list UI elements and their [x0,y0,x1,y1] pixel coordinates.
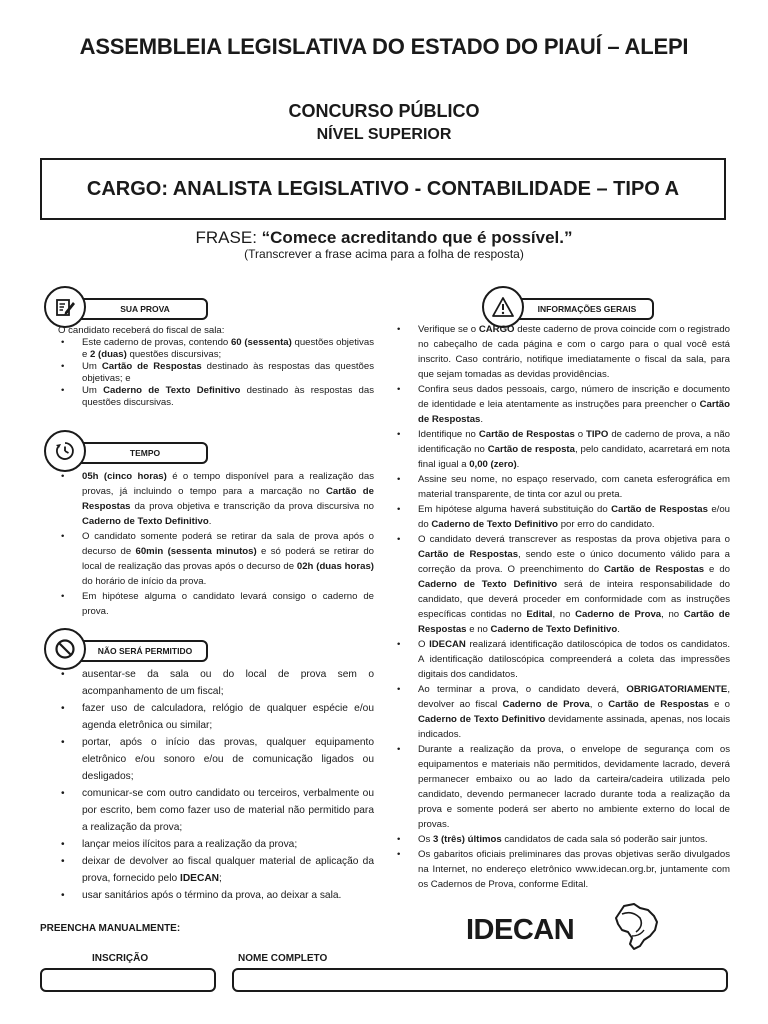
inscricao-field[interactable] [40,968,216,992]
fill-manually-label: PREENCHA MANUALMENTE: [40,923,181,934]
list-item: • 05h (cinco horas) é o tempo disponível para a realização das provas, já incluindo o tempo para a marcação no Cartão de Respostas da prova objetiva e transcrição da prova discursiva no Caderno de Texto Definitivo. [58,469,374,529]
list-item: • lançar meios ilícitos para a realização da prova; [58,836,374,853]
idecan-logo-text: IDECAN [466,914,575,946]
edit-document-icon [44,286,86,328]
section-title-nao-permitido: NÃO SERÁ PERMITIDO [72,640,208,662]
list-item: • portar, após o início das provas, qualquer equipamento eletrônico e/ou sonoro e/ou de comunicação ligados ou desligados; [58,734,374,785]
list-item: • Identifique no Cartão de Respostas o TIPO de caderno de prova, a não identificação no Cartão de resposta, pelo candidato, acarretará em nota final igual a 0,00 (zero). [394,427,730,472]
exam-title: CONCURSO PÚBLICO [288,101,480,121]
list-item: • Verifique se o CARGO deste caderno de prova coincide com o registrado no cabeçalho de cada página e com o cargo para o qual você está inscrito. Caso contrário, notifique imediatamente o fiscal da sala, para que sejam tomadas as devidas providências. [394,322,730,382]
list-item: • Um Cartão de Respostas destinado às respostas das questões objetivas; e [58,361,374,385]
list-item: • fazer uso de calculadora, relógio de qualquer espécie e/ou agenda eletrônica ou similar; [58,700,374,734]
sua-prova-intro: O candidato receberá do fiscal de sala: [58,325,225,336]
cargo-box [40,158,726,220]
clock-icon [44,430,86,472]
list-item: • Em hipótese alguma o candidato levará consigo o caderno de prova. [58,589,374,619]
list-item: • Confira seus dados pessoais, cargo, número de inscrição e documento de identidade e leia atentamente as instruções para preencher o Cartão de Respostas. [394,382,730,427]
exam-level: NÍVEL SUPERIOR [316,126,452,143]
section-title-informacoes-gerais: INFORMAÇÕES GERAIS [510,298,654,320]
list-item: • Um Caderno de Texto Definitivo destinado às respostas das questões discursivas. [58,385,374,409]
brazil-map-logo-icon [610,900,662,957]
phrase-text: “Comece acreditando que é possível.” [261,228,573,247]
inscricao-label: INSCRIÇÃO [92,953,149,964]
list-item: • usar sanitários após o término da prova, ao deixar a sala. [58,887,374,904]
list-item: • Os 3 (três) últimos candidatos de cada sala só poderão sair juntos. [394,832,730,847]
list-item: • O candidato deverá transcrever as respostas da prova objetiva para o Cartão de Respostas, sendo este o único documento válido para a correção da prova. O preenchimento do Cartão de Respostas e do Caderno de Texto Definitivo será de inteira responsabilidade do candidato, que deverá proceder em conformidade com as instruções específicas contidas no Edital, no Caderno de Prova, no Cartão de Respostas e no Caderno de Texto Definitivo. [394,532,730,637]
section-header-sua-prova [44,294,208,322]
cargo-title: CARGO: ANALISTA LEGISLATIVO - CONTABILIDADE – TIPO A [86,177,680,200]
phrase-label: FRASE: [195,228,257,247]
section-title-sua-prova: SUA PROVA [72,298,208,320]
list-item: • Ao terminar a prova, o candidato deverá, OBRIGATORIAMENTE, devolver ao fiscal Caderno de Prova, o Cartão de Respostas e o Caderno de Texto Definitivo devidamente assinada, apenas, nos locais indicados. [394,682,730,742]
nao-permitido-content [58,666,374,904]
list-item: • Os gabaritos oficiais preliminares das provas objetivas serão divulgados na Internet, no endereço eletrônico www.idecan.org.br, juntamente com os Cadernos de Prova, conforme Edital. [394,847,730,892]
section-header-tempo [44,438,208,466]
phrase-line [0,228,768,248]
organization-title: ASSEMBLEIA LEGISLATIVA DO ESTADO DO PIAUÍ – ALEPI [79,34,689,59]
list-item: • Este caderno de provas, contendo 60 (sessenta) questões objetivas e 2 (duas) questões discursivas; [58,337,374,361]
section-title-tempo: TEMPO [72,442,208,464]
sua-prova-content [58,325,374,409]
phrase-instruction: (Transcrever a frase acima para a folha de resposta) [244,247,524,261]
list-item: • Em hipótese alguma haverá substituição do Cartão de Respostas e/ou do Caderno de Texto Definitivo por erro do candidato. [394,502,730,532]
section-header-informacoes-gerais [482,294,654,322]
section-header-nao-permitido [44,636,208,664]
nome-completo-label: NOME COMPLETO [238,953,328,964]
list-item: • O IDECAN realizará identificação datiloscópica de todos os candidatos. A identificação datiloscópica compreenderá a coleta das impressões digitais dos candidatos. [394,637,730,682]
list-item: • ausentar-se da sala ou do local de prova sem o acompanhamento de um fiscal; [58,666,374,700]
list-item: • deixar de devolver ao fiscal qualquer material de aplicação da prova, fornecido pelo IDECAN; [58,853,374,887]
tempo-content [58,469,374,619]
list-item: • Durante a realização da prova, o envelope de segurança com os equipamentos e materiais não permitidos, devidamente lacrado, deverá permanecer embaixo ou ao lado da carteira/cadeira utilizada pelo candidato, devendo permanecer lacrado durante toda a realização da prova e somente poderá ser aberto no ambiente externo do local de provas. [394,742,730,832]
list-item: • O candidato somente poderá se retirar da sala de prova após o decurso de 60min (sessenta minutos) e só poderá se retirar do local de realização das provas após o decurso de 02h (duas horas) do horário de início da prova. [58,529,374,589]
list-item: • comunicar-se com outro candidato ou terceiros, verbalmente ou por escrito, bem como fazer uso de material não permitido para a realização da prova; [58,785,374,836]
informacoes-gerais-content [394,322,730,892]
nome-completo-field[interactable] [232,968,728,992]
list-item: • Assine seu nome, no espaço reservado, com caneta esferográfica em material transparente, de tinta cor azul ou preta. [394,472,730,502]
prohibited-icon [44,628,86,670]
